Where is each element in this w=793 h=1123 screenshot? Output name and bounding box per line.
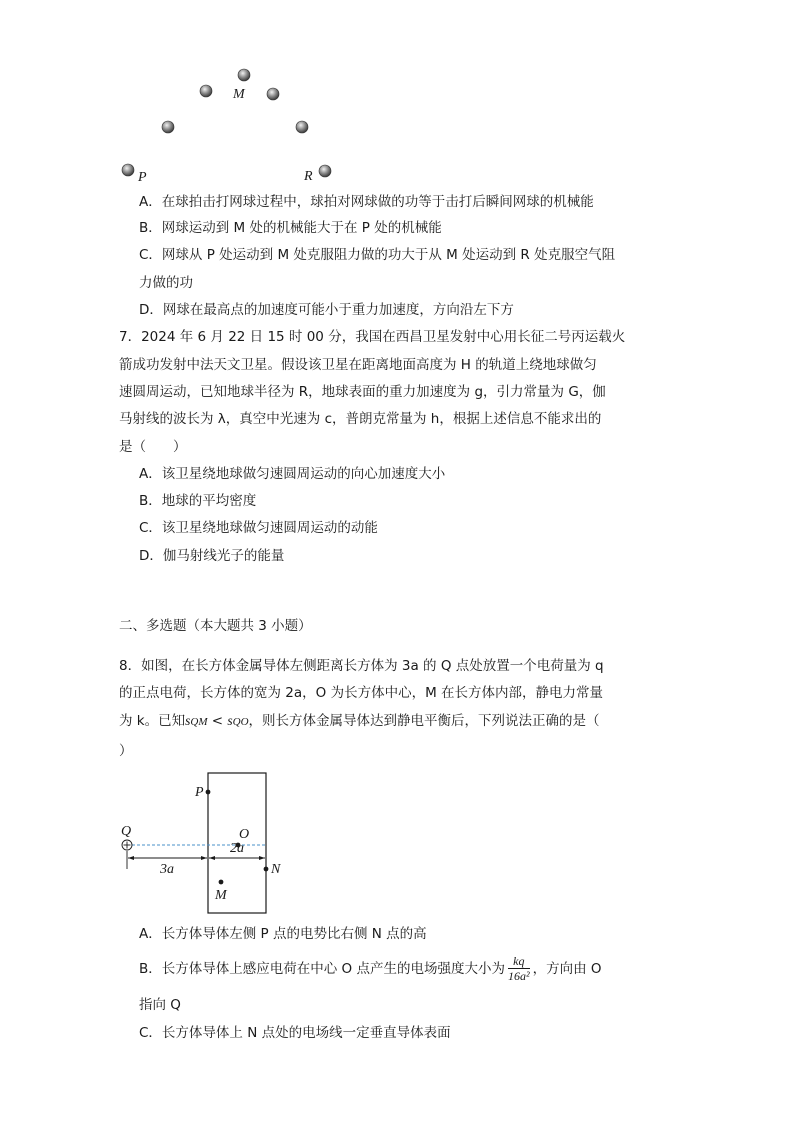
q8-stem-2: 的正点电荷，长方体的宽为 2a，O 为长方体中心，M 在长方体内部，静电力常量 <box>119 685 604 701</box>
label-o: O <box>239 827 250 842</box>
label-p: P <box>195 785 204 800</box>
q7-stem-4: 马射线的波长为 λ，真空中光速为 c，普朗克常量为 h，根据上述信息不能求出的 <box>119 411 602 427</box>
point-m <box>219 880 224 885</box>
label-m: M <box>215 888 227 903</box>
ball-trajectory-figure <box>110 60 350 190</box>
q8-stem-1: 8．如图，在长方体金属导体左侧距离长方体为 3a 的 Q 点处放置一个电荷量为 q <box>119 658 604 674</box>
point-n <box>264 867 269 872</box>
ball-5 <box>267 88 279 100</box>
q8-option-b-cont: 指向 Q <box>139 997 181 1013</box>
q6-option-b: B．网球运动到 M 处的机械能大于在 P 处的机械能 <box>139 220 442 236</box>
ball-4 <box>238 69 250 81</box>
q6-option-c-cont: 力做的功 <box>139 275 193 291</box>
q8-option-b-post: ，方向由 O <box>532 961 602 977</box>
label-2a: 2a <box>230 841 244 856</box>
q6-option-d: D．网球在最高点的加速度可能小于重力加速度，方向沿左下方 <box>139 302 514 318</box>
q7-stem-2: 箭成功发射中法天文卫星。假设该卫星在距离地面高度为 H 的轨道上绕地球做匀 <box>119 357 597 373</box>
ball-3 <box>200 85 212 97</box>
ball-2 <box>162 121 174 133</box>
q8-option-b-pre: B．长方体导体上感应电荷在中心 O 点产生的电场强度大小为 <box>139 961 505 977</box>
label-q: Q <box>121 824 132 839</box>
ball-7 <box>319 165 331 177</box>
q6-option-a: A．在球拍击打网球过程中，球拍对网球做的功等于击打后瞬间网球的机械能 <box>139 194 594 210</box>
q7-option-b: B．地球的平均密度 <box>139 493 257 509</box>
section-title: 二、多选题（本大题共 3 小题） <box>119 618 312 634</box>
s-qo: sQO <box>227 713 249 728</box>
q7-stem-3: 速圆周运动，已知地球半径为 R，地球表面的重力加速度为 g，引力常量为 G，伽 <box>119 384 606 400</box>
label-r: R <box>304 169 313 184</box>
q8-stem-4: ） <box>119 743 133 759</box>
ball-6 <box>296 121 308 133</box>
q7-option-a: A．该卫星绕地球做匀速圆周运动的向心加速度大小 <box>139 466 446 482</box>
q8-stem-3 <box>119 711 600 732</box>
lt-sign: < <box>207 713 228 729</box>
label-m: M <box>233 87 245 102</box>
q7-option-c: C．该卫星绕地球做匀速圆周运动的动能 <box>139 520 378 536</box>
s-qm: sQM <box>185 713 208 728</box>
q8-stem-3-post: ，则长方体金属导体达到静电平衡后，下列说法正确的是（ <box>248 713 600 729</box>
fraction-kq-16a2: $\frac{kq}{\text{16a²}}$ <box>507 954 530 983</box>
q8-option-c: C．长方体导体上 N 点处的电场线一定垂直导体表面 <box>139 1025 451 1041</box>
q7-stem-5: 是（ ） <box>119 439 187 455</box>
point-p <box>206 790 211 795</box>
q8-stem-3-pre: 为 k。已知 <box>119 713 186 729</box>
q7-option-d: D．伽马射线光子的能量 <box>139 548 285 564</box>
label-3a: 3a <box>160 862 174 877</box>
conductor-figure <box>110 765 300 920</box>
q6-option-c: C．网球从 P 处运动到 M 处克服阻力做的功大于从 M 处运动到 R 处克服空气阻 <box>139 247 616 263</box>
label-p: P <box>138 170 147 185</box>
q8-option-b <box>139 952 602 986</box>
q7-stem-1: 7．2024 年 6 月 22 日 15 时 00 分，我国在西昌卫星发射中心用长征二号丙运载火 <box>119 329 626 345</box>
ball-1 <box>122 164 134 176</box>
q8-option-a: A．长方体导体左侧 P 点的电势比右侧 N 点的高 <box>139 926 427 942</box>
label-n: N <box>271 862 281 877</box>
